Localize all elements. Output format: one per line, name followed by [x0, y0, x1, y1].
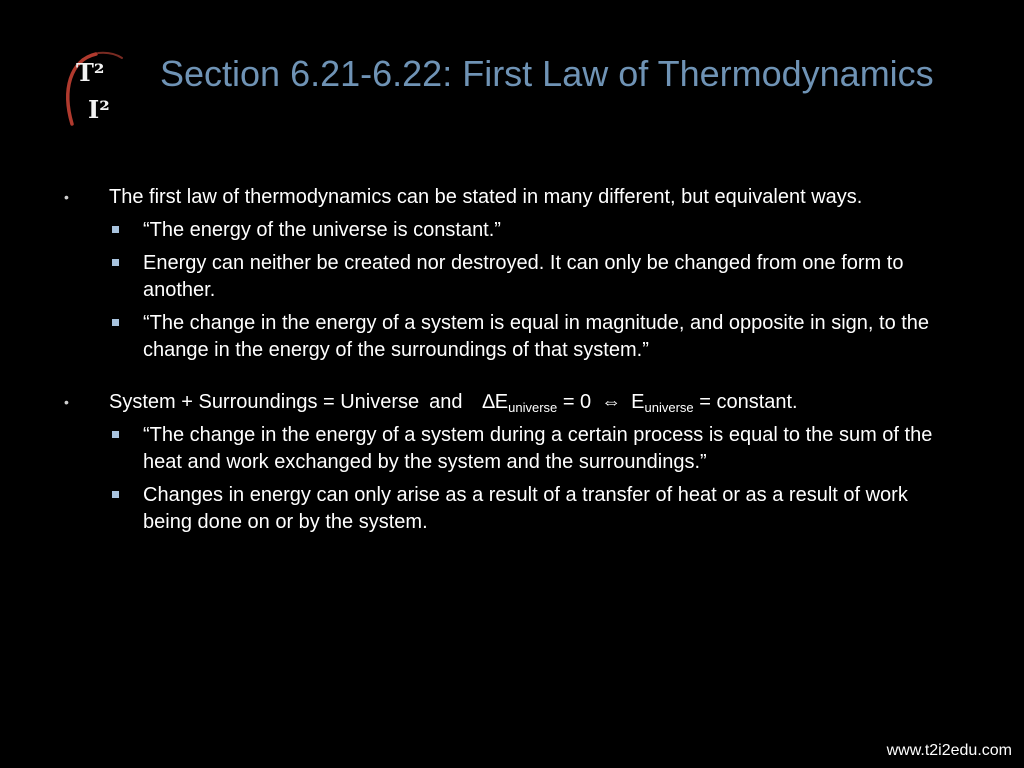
sub-bullet-text: “The change in the energy of a system during a certain process is equal to the sum of the heat and work exchanged by the system and the surroundings.” — [143, 424, 933, 473]
square-bullet-icon — [112, 259, 119, 266]
bullet-dot-icon: • — [64, 189, 69, 205]
equation-subscript: universe — [508, 400, 558, 415]
equation-subscript: universe — [644, 400, 694, 415]
sub-bullet-text: Changes in energy can only arise as a result of a transfer of heat or as a result of work being done on or by the system. — [143, 484, 908, 533]
square-bullet-icon — [112, 319, 119, 326]
sub-bullet-point — [0, 482, 1024, 536]
sub-bullet-point — [0, 250, 1024, 304]
logo-line1: T² — [76, 58, 105, 87]
slide-title: Section 6.21-6.22: First Law of Thermodynamics — [160, 53, 934, 94]
sub-bullet-point — [0, 217, 1024, 244]
slide-body — [0, 184, 1024, 536]
sub-bullet-point — [0, 310, 1024, 364]
square-bullet-icon — [112, 431, 119, 438]
equation-equals-constant: = constant. — [699, 391, 798, 413]
bullet-dot-icon: • — [64, 394, 69, 410]
square-bullet-icon — [112, 491, 119, 498]
equation-part1: System + Surroundings = Universe — [109, 391, 420, 413]
footer-url[interactable]: www.t2i2edu.com — [886, 742, 1012, 759]
equation-energy: E — [631, 391, 645, 413]
equation-delta: ∆E — [482, 391, 509, 413]
bullet-point — [0, 184, 1024, 211]
bullet-text: The first law of thermodynamics can be stated in many different, but equivalent ways. — [109, 186, 863, 208]
logo-line2: I² — [88, 95, 110, 124]
sub-bullet-text: “The energy of the universe is constant.” — [143, 219, 501, 241]
sub-bullet-point — [0, 422, 1024, 476]
equation-bullet-point — [0, 389, 1024, 416]
square-bullet-icon — [112, 226, 119, 233]
sub-bullet-text: Energy can neither be created nor destroyed. It can only be changed from one form to another. — [143, 252, 904, 301]
equation-and: and — [429, 391, 463, 413]
sub-bullet-text: “The change in the energy of a system is equal in magnitude, and opposite in sign, to the change in the energy of the surroundings of that system.” — [143, 312, 930, 361]
equation-equals-zero: = 0 — [562, 391, 592, 413]
logo — [62, 50, 134, 132]
equivalence-arrow-icon: ⇔ — [601, 391, 622, 413]
